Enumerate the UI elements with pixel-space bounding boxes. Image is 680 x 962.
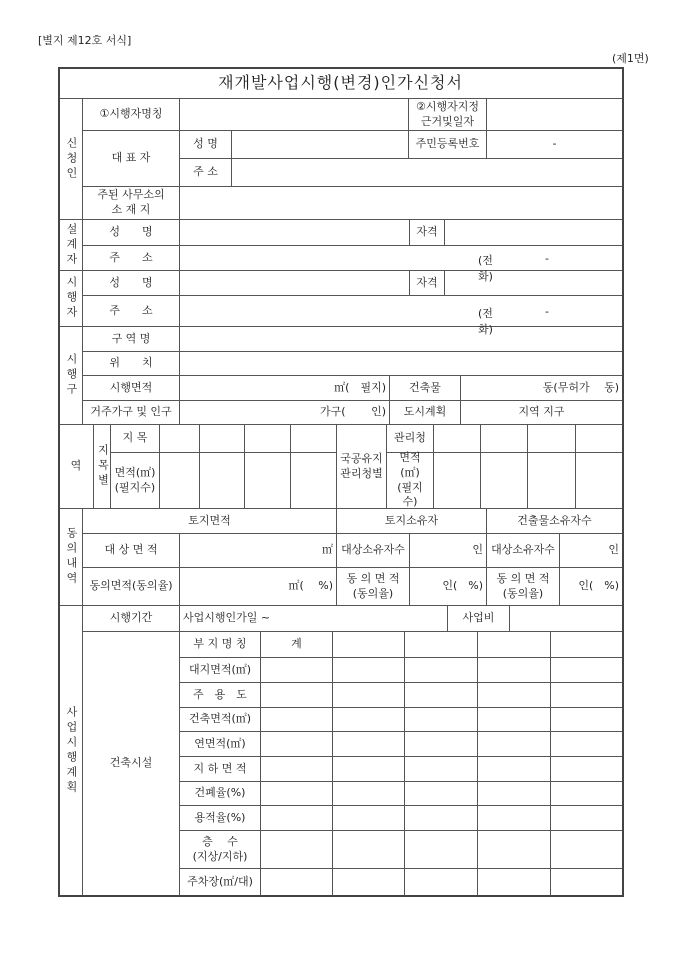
facility-cell[interactable] (550, 805, 623, 831)
label-category-area: 면적(㎡) (필지수) (110, 452, 160, 509)
label-office-location: 주된 사무소의 소 재 지 (82, 186, 180, 220)
facility-cell[interactable] (550, 756, 623, 782)
label-agency-area: 면적(㎡) (필지수) (386, 452, 434, 509)
agency-field[interactable] (433, 424, 481, 453)
facility-cell[interactable] (477, 657, 551, 683)
header-land-area: 토지면적 (82, 508, 337, 534)
label-rrn: 주민등록번호 (408, 130, 487, 159)
category-area-field[interactable] (290, 452, 337, 509)
rrn-field[interactable]: - (486, 130, 623, 159)
facility-cell[interactable] (477, 868, 551, 896)
facility-cell[interactable] (477, 682, 551, 708)
category-area-field[interactable] (244, 452, 291, 509)
label-category: 지 목 (110, 424, 160, 453)
facility-cell[interactable] (477, 805, 551, 831)
label-land-consent: 동 의 면 적 (동의율) (336, 567, 410, 606)
facility-cell[interactable] (260, 805, 333, 831)
category-field[interactable] (199, 424, 245, 453)
facility-cell[interactable] (550, 707, 623, 732)
form-title: 재개발사업시행(변경)인가신청서 (58, 67, 623, 99)
facility-cell[interactable] (550, 657, 623, 683)
category-field[interactable] (244, 424, 291, 453)
section-consent: 동의내역 (58, 508, 83, 606)
label-representative: 대 표 자 (82, 130, 180, 187)
section-designer: 설계자 (58, 219, 83, 271)
header-building-owners: 건출물소유자수 (486, 508, 623, 534)
consent-area-field[interactable]: ㎡( %) (179, 567, 337, 606)
households-field[interactable]: 가구( 인) (179, 400, 390, 425)
facility-cell[interactable] (477, 781, 551, 806)
facility-cell[interactable] (404, 868, 478, 896)
facility-cell[interactable] (404, 781, 478, 806)
facility-cell[interactable] (332, 631, 405, 658)
facility-cell[interactable] (477, 707, 551, 732)
label-households: 거주가구 및 인구 (82, 400, 180, 425)
agency-area-field[interactable] (433, 452, 481, 509)
label-agency: 관리청 (386, 424, 434, 453)
facility-cell[interactable] (332, 756, 405, 782)
label-applicant-name: ①시행자명칭 (82, 98, 180, 131)
label-target-building-owners: 대상소유자수 (486, 533, 560, 568)
designer-name-field[interactable] (179, 219, 410, 246)
label-constructor-address: 주 소 (82, 295, 180, 327)
facility-cell[interactable] (260, 781, 333, 806)
facility-cell[interactable] (404, 631, 478, 658)
facility-cell[interactable] (404, 731, 478, 757)
period-field[interactable]: 사업시행인가일 ~ (179, 605, 448, 632)
label-period: 시행기간 (82, 605, 180, 632)
facility-cell[interactable] (404, 830, 478, 869)
label-public-land: 국공유지 관리청별 (336, 424, 387, 509)
facility-cell[interactable] (550, 731, 623, 757)
facility-cell[interactable] (404, 682, 478, 708)
facility-cell[interactable] (477, 830, 551, 869)
label-building-consent: 동 의 면 적 (동의율) (486, 567, 560, 606)
header-land-owners: 토지소유자 (336, 508, 487, 534)
agency-field[interactable] (527, 424, 576, 453)
label-area: 시행면적 (82, 375, 180, 401)
section-applicant: 신청인 (58, 98, 83, 220)
label-facility-row: 대지면적(㎡) (179, 657, 261, 683)
designer-address-field[interactable] (179, 245, 623, 271)
cost-field[interactable] (509, 605, 623, 632)
agency-area-field[interactable] (480, 452, 528, 509)
area-field[interactable]: ㎡( 필지) (179, 375, 390, 401)
constructor-phone-label: (전화) (478, 306, 493, 336)
facility-cell[interactable] (550, 868, 623, 896)
label-designer-qualification: 자격 (409, 219, 445, 246)
constructor-phone-field[interactable]: - (545, 304, 549, 318)
facility-cell[interactable] (332, 682, 405, 708)
label-facility-row: 건폐율(%) (179, 781, 261, 806)
target-area-field[interactable]: ㎡ (179, 533, 337, 568)
facility-cell[interactable] (404, 756, 478, 782)
label-designation-basis: ②시행자지정 근거및일자 (408, 98, 487, 131)
label-zone-name: 구 역 명 (82, 326, 180, 352)
section-business-plan: 사업시행계획 (58, 605, 83, 896)
label-facility-row: 연면적(㎡) (179, 731, 261, 757)
label-constructor-name: 성 명 (82, 270, 180, 296)
label-target-land-owners: 대상소유자수 (336, 533, 410, 568)
facility-cell[interactable] (332, 731, 405, 757)
category-area-field[interactable] (199, 452, 245, 509)
facility-cell[interactable] (332, 830, 405, 869)
category-area-field[interactable] (159, 452, 200, 509)
facility-cell[interactable] (332, 781, 405, 806)
section-constructor: 시행자 (58, 270, 83, 327)
urban-plan-field[interactable]: 지역 지구 (460, 400, 623, 425)
designation-basis-field[interactable] (486, 98, 623, 131)
facility-cell[interactable] (477, 631, 551, 658)
form-number: [별지 제12호 서식] (38, 34, 132, 47)
rep-name-field[interactable] (231, 130, 409, 159)
facility-cell[interactable] (404, 805, 478, 831)
facility-cell[interactable] (550, 631, 623, 658)
office-location-field[interactable] (179, 186, 623, 220)
designer-phone-label: (전화) (478, 253, 493, 283)
agency-area-field[interactable] (527, 452, 576, 509)
agency-field[interactable] (575, 424, 623, 453)
label-facility-row: 주 용 도 (179, 682, 261, 708)
facility-cell[interactable]: 계 (260, 631, 333, 658)
label-facility-row: 부 지 명 칭 (179, 631, 261, 658)
agency-area-field[interactable] (575, 452, 623, 509)
label-buildings: 건축물 (389, 375, 461, 401)
section-zone: 시행구 (58, 326, 83, 425)
label-building-facilities: 건축시설 (82, 631, 180, 896)
location-field[interactable] (179, 351, 623, 376)
label-urban-plan: 도시계획 (389, 400, 461, 425)
label-constructor-qualification: 자격 (409, 270, 445, 296)
target-land-owners-field[interactable]: 인 (409, 533, 487, 568)
facility-cell[interactable] (332, 707, 405, 732)
facility-cell[interactable] (260, 868, 333, 896)
facility-cell[interactable] (260, 756, 333, 782)
label-designer-address: 주 소 (82, 245, 180, 271)
label-cost: 사업비 (447, 605, 510, 632)
label-facility-row: 층 수 (지상/지하) (179, 830, 261, 869)
label-rep-address: 주 소 (179, 158, 232, 187)
label-target-area: 대 상 면 적 (82, 533, 180, 568)
designer-qualification-field[interactable] (444, 219, 623, 246)
facility-cell[interactable] (332, 868, 405, 896)
section-zone-tail: 역 (58, 424, 94, 509)
constructor-address-field[interactable] (179, 295, 623, 327)
label-consent-area: 동의면적(동의율) (82, 567, 180, 606)
facility-cell[interactable] (332, 805, 405, 831)
label-rep-name: 성 명 (179, 130, 232, 159)
label-facility-row: 지 하 면 적 (179, 756, 261, 782)
label-facility-row: 용적율(%) (179, 805, 261, 831)
buildings-field[interactable]: 동(무허가 동) (460, 375, 623, 401)
category-field[interactable] (159, 424, 200, 453)
label-facility-row: 주차장(㎡/대) (179, 868, 261, 896)
zone-name-field[interactable] (179, 326, 623, 352)
facility-cell[interactable] (260, 657, 333, 683)
facility-cell[interactable] (477, 731, 551, 757)
facility-cell[interactable] (260, 682, 333, 708)
constructor-name-field[interactable] (179, 270, 410, 296)
building-consent-field[interactable]: 인( %) (559, 567, 623, 606)
target-building-owners-field[interactable]: 인 (559, 533, 623, 568)
facility-cell[interactable] (477, 756, 551, 782)
label-facility-row: 건축면적(㎡) (179, 707, 261, 732)
facility-cell[interactable] (550, 830, 623, 869)
facility-cell[interactable] (550, 682, 623, 708)
facility-cell[interactable] (404, 707, 478, 732)
facility-cell[interactable] (260, 731, 333, 757)
facility-cell[interactable] (260, 707, 333, 732)
facility-cell[interactable] (404, 657, 478, 683)
label-by-category: 지목별 (93, 424, 111, 509)
label-location: 위 치 (82, 351, 180, 376)
label-designer-name: 성 명 (82, 219, 180, 246)
category-field[interactable] (290, 424, 337, 453)
page-number: (제1면) (612, 52, 649, 65)
applicant-name-field[interactable] (179, 98, 409, 131)
constructor-qualification-field[interactable] (444, 270, 623, 296)
land-consent-field[interactable]: 인( %) (409, 567, 487, 606)
facility-cell[interactable] (550, 781, 623, 806)
facility-cell[interactable] (260, 830, 333, 869)
designer-phone-field[interactable]: - (545, 251, 549, 265)
facility-cell[interactable] (332, 657, 405, 683)
rep-address-field[interactable] (231, 158, 623, 187)
agency-field[interactable] (480, 424, 528, 453)
